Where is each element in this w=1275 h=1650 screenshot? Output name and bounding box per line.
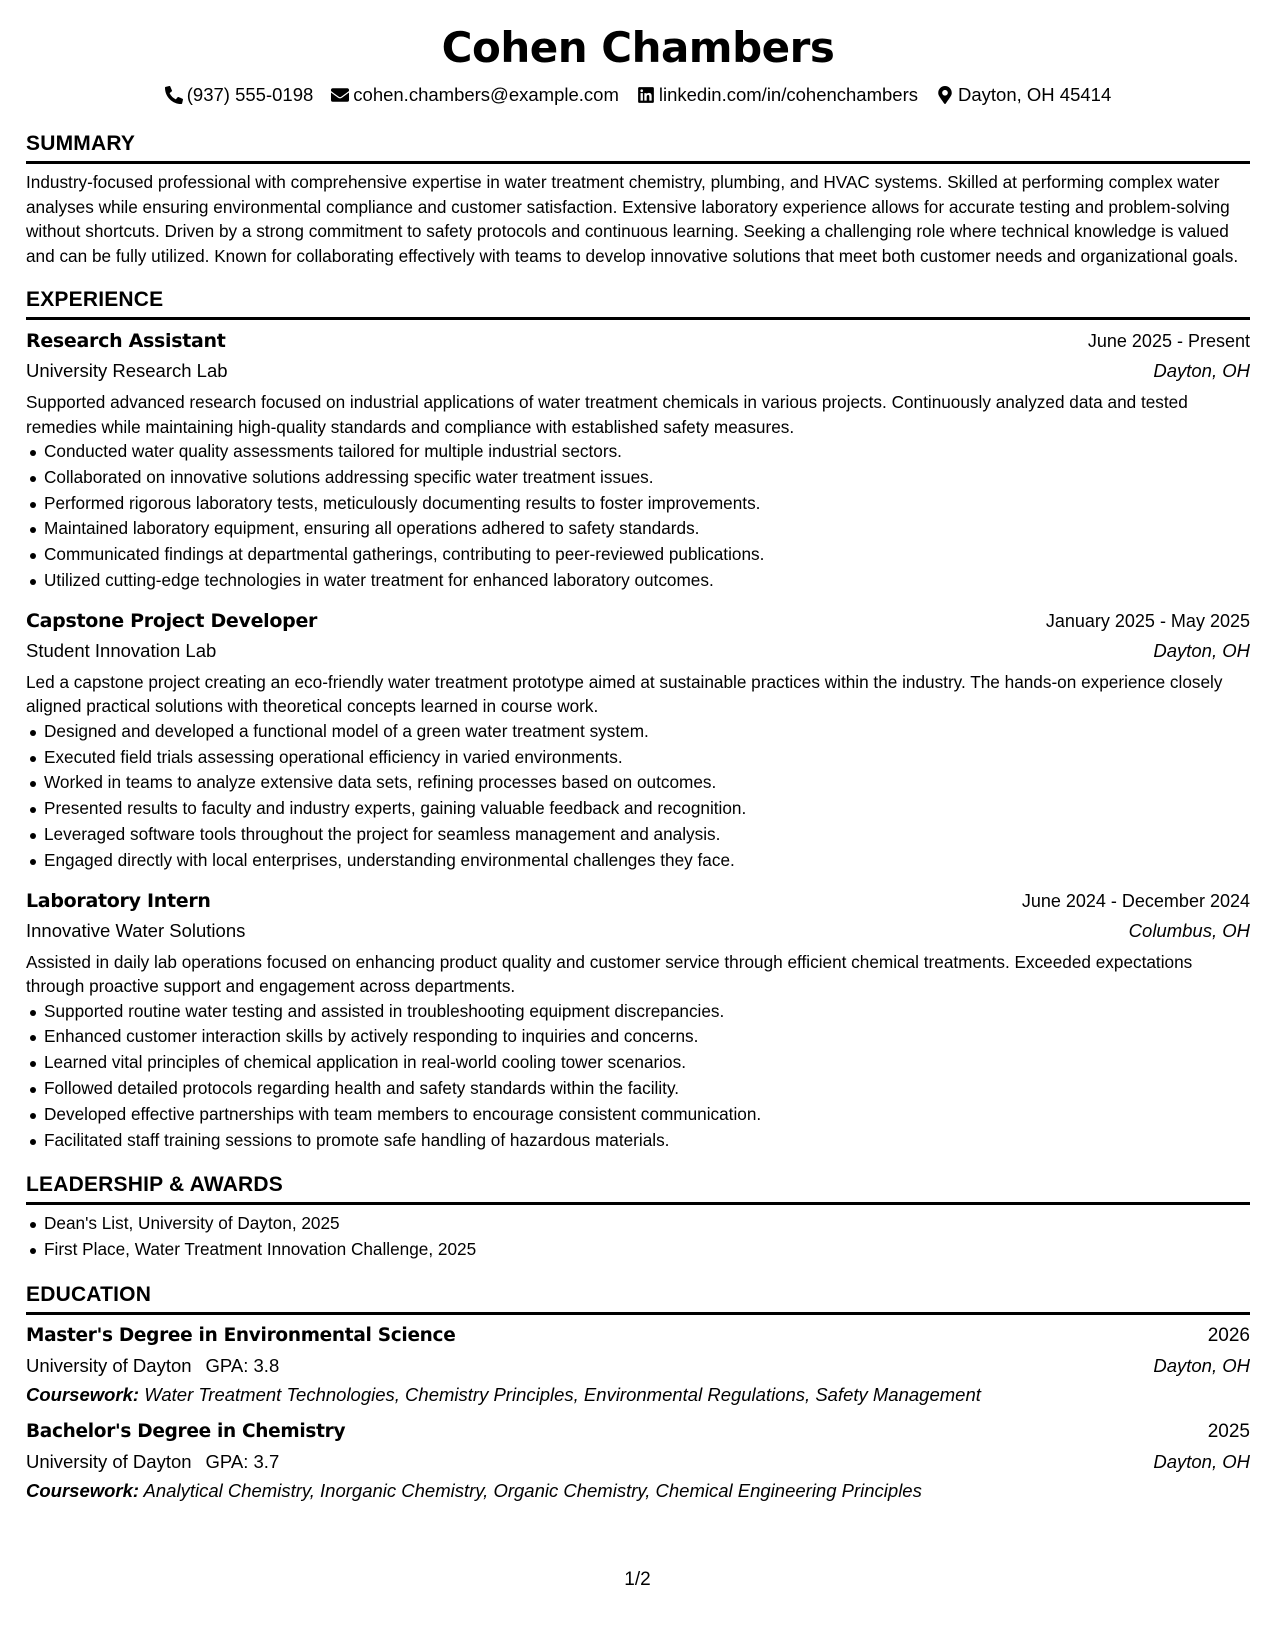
envelope-icon: [331, 86, 349, 104]
coursework-list: Analytical Chemistry, Inorganic Chemistry, Organic Chemistry, Chemical Engineering Principles: [143, 1479, 922, 1501]
school-line: [26, 1447, 279, 1477]
list-item: Worked in teams to analyze extensive data sets, refining processes based on outcomes.: [44, 770, 1250, 796]
list-item: Presented results to faculty and industry experts, gaining valuable feedback and recognition.: [44, 796, 1250, 822]
phone-icon: [165, 86, 183, 104]
contact-linkedin[interactable]: [637, 82, 918, 108]
school-location: Dayton, OH: [1153, 1450, 1250, 1472]
candidate-name: Cohen Chambers: [441, 23, 835, 72]
contact-location: [936, 82, 1111, 108]
list-item: Executed field trials assessing operational efficiency in varied environments.: [44, 745, 1250, 771]
company-name: Student Innovation Lab: [26, 639, 217, 661]
list-item: Communicated findings at departmental gatherings, contributing to peer-reviewed publications.: [44, 542, 1250, 568]
list-item: Supported routine water testing and assisted in troubleshooting equipment discrepancies.: [44, 999, 1250, 1025]
summary-section: [26, 130, 1250, 268]
school-line: [26, 1351, 279, 1381]
graduation-year: 2026: [1207, 1324, 1250, 1346]
coursework: [26, 1477, 1250, 1505]
gpa: GPA: 3.7: [205, 1450, 280, 1472]
page-number: 1/2: [624, 1569, 651, 1590]
degree-title: Bachelor's Degree in Chemistry: [26, 1420, 346, 1442]
coursework-label: Coursework:: [26, 1479, 140, 1501]
graduation-year: 2025: [1207, 1420, 1250, 1442]
list-item: Conducted water quality assessments tailored for multiple industrial sectors.: [44, 439, 1250, 465]
contact-phone: [165, 82, 314, 108]
email-link[interactable]: cohen.chambers@example.com: [353, 84, 619, 105]
job-description: Led a capstone project creating an eco-friendly water treatment prototype aimed at sustainable practices within the industry. The hands-on experience closely aligned practical solutions with theoretical concepts learned in course work.: [26, 671, 1223, 717]
job-location: Dayton, OH: [1153, 360, 1250, 381]
location-text: Dayton, OH 45414: [958, 84, 1112, 105]
job-bullets: [26, 439, 1250, 594]
list-item: Utilized cutting-edge technologies in water treatment for enhanced laboratory outcomes.: [44, 568, 1250, 594]
experience-heading: EXPERIENCE: [26, 286, 1250, 320]
list-item: First Place, Water Treatment Innovation Challenge, 2025: [44, 1237, 1250, 1263]
education-entry: [26, 1417, 1250, 1505]
map-marker-icon: [936, 86, 954, 104]
job-entry: [26, 326, 1250, 594]
coursework-label: Coursework:: [26, 1383, 140, 1405]
list-item: Engaged directly with local enterprises, understanding environmental challenges they face.: [44, 848, 1250, 874]
job-entry: [26, 606, 1250, 874]
school-location: Dayton, OH: [1153, 1354, 1250, 1376]
job-dates: June 2025 - Present: [1087, 331, 1250, 351]
job-description: Assisted in daily lab operations focused on enhancing product quality and customer service through efficient chemical treatments. Exceeded expectations through proactive support and engagement across departments.: [26, 951, 1193, 997]
job-dates: January 2025 - May 2025: [1045, 610, 1250, 631]
experience-section: [26, 286, 1250, 1153]
list-item: Maintained laboratory equipment, ensuring all operations adhered to safety standards.: [44, 516, 1250, 542]
list-item: Developed effective partnerships with team members to encourage consistent communication.: [44, 1102, 1250, 1128]
linkedin-icon: [637, 86, 655, 104]
list-item: Dean's List, University of Dayton, 2025: [44, 1211, 1250, 1237]
list-item: Learned vital principles of chemical application in real-world cooling tower scenarios.: [44, 1050, 1250, 1076]
job-location: Dayton, OH: [1153, 639, 1250, 661]
company-name: Innovative Water Solutions: [26, 919, 246, 941]
list-item: Designed and developed a functional model of a green water treatment system.: [44, 719, 1250, 745]
school-name: University of Dayton: [26, 1354, 192, 1376]
job-dates: June 2024 - December 2024: [1021, 890, 1250, 911]
contact-bar: [26, 82, 1250, 108]
degree-title: Master's Degree in Environmental Science: [26, 1324, 456, 1346]
job-location: Columbus, OH: [1128, 919, 1250, 941]
list-item: Performed rigorous laboratory tests, meticulously documenting results to foster improvements.: [44, 491, 1250, 517]
job-bullets: [26, 719, 1250, 874]
job-title: Research Assistant: [26, 330, 226, 352]
job-entry: [26, 886, 1250, 1154]
awards-list: [26, 1211, 1250, 1263]
job-title: Laboratory Intern: [26, 889, 211, 912]
summary-text: Industry-focused professional with comprehensive expertise in water treatment chemistry, plumbing, and HVAC systems. Skilled at performing complex water analyses while ensuring environmental compliance and customer satisfaction. Extensive laboratory experience allows for accurate testing and problem-solving without shortcuts. Driven by a strong commitment to safety protocols and continuous learning. Seeking a challenging role where technical knowledge is valued and can be fully utilized. Known for collaborating effectively with teams to develop innovative solutions that meet both customer needs and organizational goals.: [26, 172, 1239, 266]
list-item: Leveraged software tools throughout the project for seamless management and analysis.: [44, 822, 1250, 848]
contact-email[interactable]: [331, 82, 619, 108]
awards-heading: LEADERSHIP & AWARDS: [26, 1171, 1250, 1205]
awards-section: [26, 1171, 1250, 1263]
linkedin-link[interactable]: linkedin.com/in/cohenchambers: [658, 84, 918, 105]
education-section: [26, 1281, 1250, 1505]
education-heading: EDUCATION: [26, 1281, 1250, 1315]
company-name: University Research Lab: [26, 360, 228, 381]
job-bullets: [26, 999, 1250, 1154]
job-title: Capstone Project Developer: [26, 609, 318, 632]
list-item: Enhanced customer interaction skills by actively responding to inquiries and concerns.: [44, 1024, 1250, 1050]
list-item: Collaborated on innovative solutions addressing specific water treatment issues.: [44, 465, 1250, 491]
list-item: Facilitated staff training sessions to promote safe handling of hazardous materials.: [44, 1128, 1250, 1154]
summary-heading: SUMMARY: [26, 130, 1250, 164]
list-item: Followed detailed protocols regarding health and safety standards within the facility.: [44, 1076, 1250, 1102]
coursework: [26, 1381, 1250, 1409]
phone-text: (937) 555-0198: [186, 84, 314, 105]
education-entry: [26, 1321, 1250, 1409]
school-name: University of Dayton: [26, 1450, 192, 1472]
job-description: Supported advanced research focused on industrial applications of water treatment chemicals in various projects. Continuously analyzed data and tested remedies while maintaining high-quality standards and compliance with established safety measures.: [26, 392, 1188, 437]
coursework-list: Water Treatment Technologies, Chemistry Principles, Environmental Regulations, Safety Management: [144, 1383, 981, 1405]
gpa: GPA: 3.8: [205, 1354, 280, 1376]
resume-page: [26, 20, 1250, 1513]
